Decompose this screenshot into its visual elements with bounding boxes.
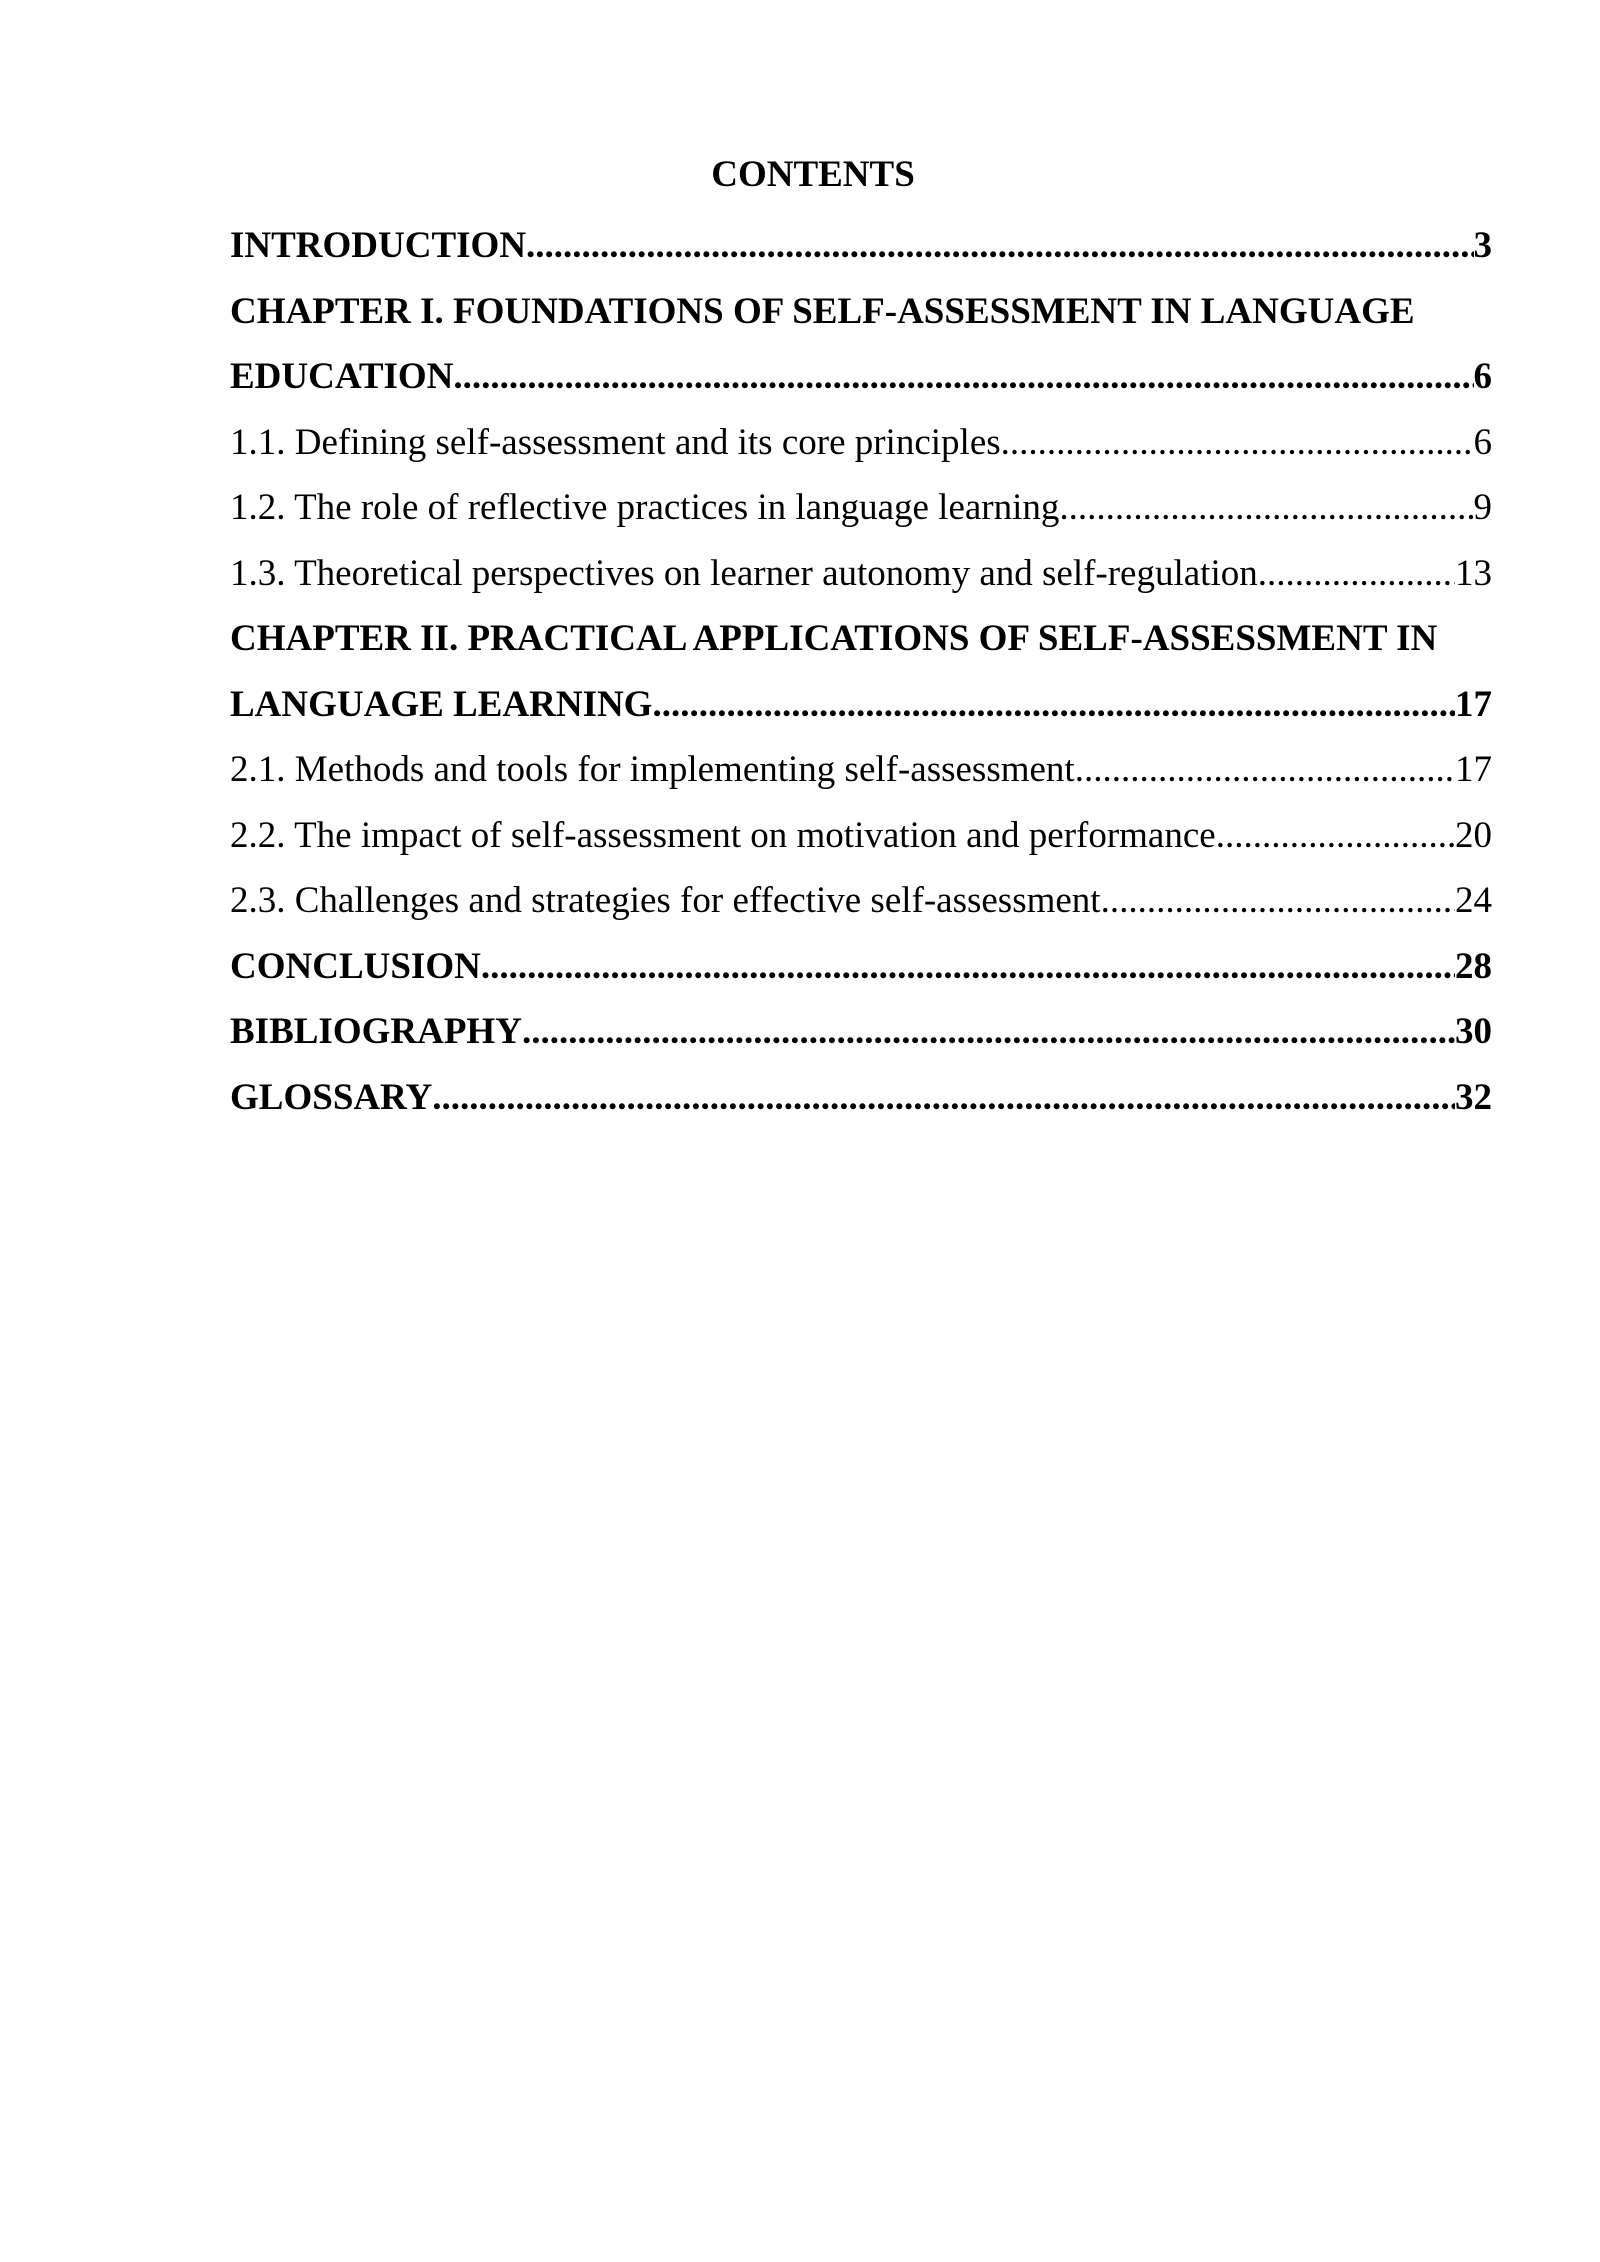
- toc-entry-title: INTRODUCTION: [230, 225, 527, 266]
- toc-entry[interactable]: [230, 868, 1492, 934]
- toc-page-number: 32: [1455, 1076, 1492, 1118]
- toc-entry-row: [230, 213, 1492, 279]
- dot-leader: [481, 934, 1455, 1000]
- dot-leader: [1216, 803, 1455, 869]
- table-of-contents: [230, 213, 1492, 1130]
- toc-entry-row: [230, 475, 1492, 541]
- toc-entry-row: [230, 1065, 1492, 1131]
- toc-entry-title-line: CHAPTER II. PRACTICAL APPLICATIONS OF SELF-ASSESSMENT IN: [230, 618, 1438, 659]
- toc-entry[interactable]: [230, 737, 1492, 803]
- toc-page-number: 6: [1473, 356, 1492, 397]
- toc-entry[interactable]: [230, 999, 1492, 1065]
- toc-entry[interactable]: [230, 803, 1492, 869]
- toc-entry[interactable]: [230, 410, 1492, 476]
- dot-leader: [522, 999, 1455, 1065]
- toc-page-number: 9: [1473, 487, 1492, 528]
- toc-entry-row: [230, 934, 1492, 1000]
- toc-entry-row: [230, 541, 1492, 607]
- toc-entry-title: 2.1. Methods and tools for implementing self-assessment: [230, 749, 1075, 790]
- toc-entry-title: BIBLIOGRAPHY: [230, 1011, 522, 1052]
- toc-entry-title: CONCLUSION: [230, 945, 481, 987]
- toc-entry[interactable]: [230, 475, 1492, 541]
- toc-page-number: 3: [1473, 225, 1492, 266]
- dot-leader: [526, 213, 1473, 279]
- toc-entry-title-line: CHAPTER I. FOUNDATIONS OF SELF-ASSESSMENT IN LANGUAGE: [230, 290, 1415, 332]
- dot-leader: [432, 1065, 1455, 1131]
- toc-entry-title: 2.3. Challenges and strategies for effective self-assessment: [230, 880, 1101, 921]
- toc-page-number: 20: [1455, 814, 1492, 856]
- toc-entry-row: [230, 803, 1492, 869]
- toc-entry-title: 1.2. The role of reflective practices in language learning: [230, 487, 1060, 528]
- dot-leader: [1059, 475, 1473, 541]
- toc-entry-row: [230, 344, 1492, 410]
- toc-page-number: 13: [1455, 552, 1492, 594]
- toc-entry-row: [230, 999, 1492, 1065]
- toc-entry-row: [230, 672, 1492, 738]
- dot-leader: [453, 344, 1473, 410]
- toc-page-number: 30: [1455, 1011, 1492, 1052]
- toc-page-number: 24: [1455, 880, 1492, 921]
- toc-entry-title: 2.2. The impact of self-assessment on motivation and performance: [230, 814, 1216, 856]
- toc-entry-row: [230, 737, 1492, 803]
- toc-entry[interactable]: [230, 213, 1492, 279]
- toc-entry[interactable]: [230, 279, 1492, 410]
- contents-heading: CONTENTS: [711, 154, 915, 195]
- toc-entry-title: LANGUAGE LEARNING: [230, 683, 653, 725]
- toc-entry[interactable]: [230, 1065, 1492, 1131]
- toc-entry-title: 1.1. Defining self-assessment and its core principles: [230, 421, 1001, 463]
- dot-leader: [652, 672, 1455, 738]
- toc-entry-row: [230, 410, 1492, 476]
- toc-entry-title: 1.3. Theoretical perspectives on learner autonomy and self-regulation: [230, 552, 1258, 594]
- toc-entry-title: GLOSSARY: [230, 1076, 433, 1118]
- toc-page-number: 6: [1473, 421, 1492, 463]
- toc-entry[interactable]: [230, 934, 1492, 1000]
- toc-entry[interactable]: [230, 606, 1492, 737]
- toc-page-number: 28: [1455, 945, 1492, 987]
- toc-entry-row: [230, 868, 1492, 934]
- toc-entry[interactable]: [230, 541, 1492, 607]
- dot-leader: [1258, 541, 1455, 607]
- dot-leader: [1001, 410, 1474, 476]
- toc-entry-title: EDUCATION: [230, 356, 454, 397]
- dot-leader: [1101, 868, 1455, 934]
- dot-leader: [1075, 737, 1455, 803]
- toc-page-number: 17: [1455, 749, 1492, 790]
- toc-page-number: 17: [1455, 683, 1492, 725]
